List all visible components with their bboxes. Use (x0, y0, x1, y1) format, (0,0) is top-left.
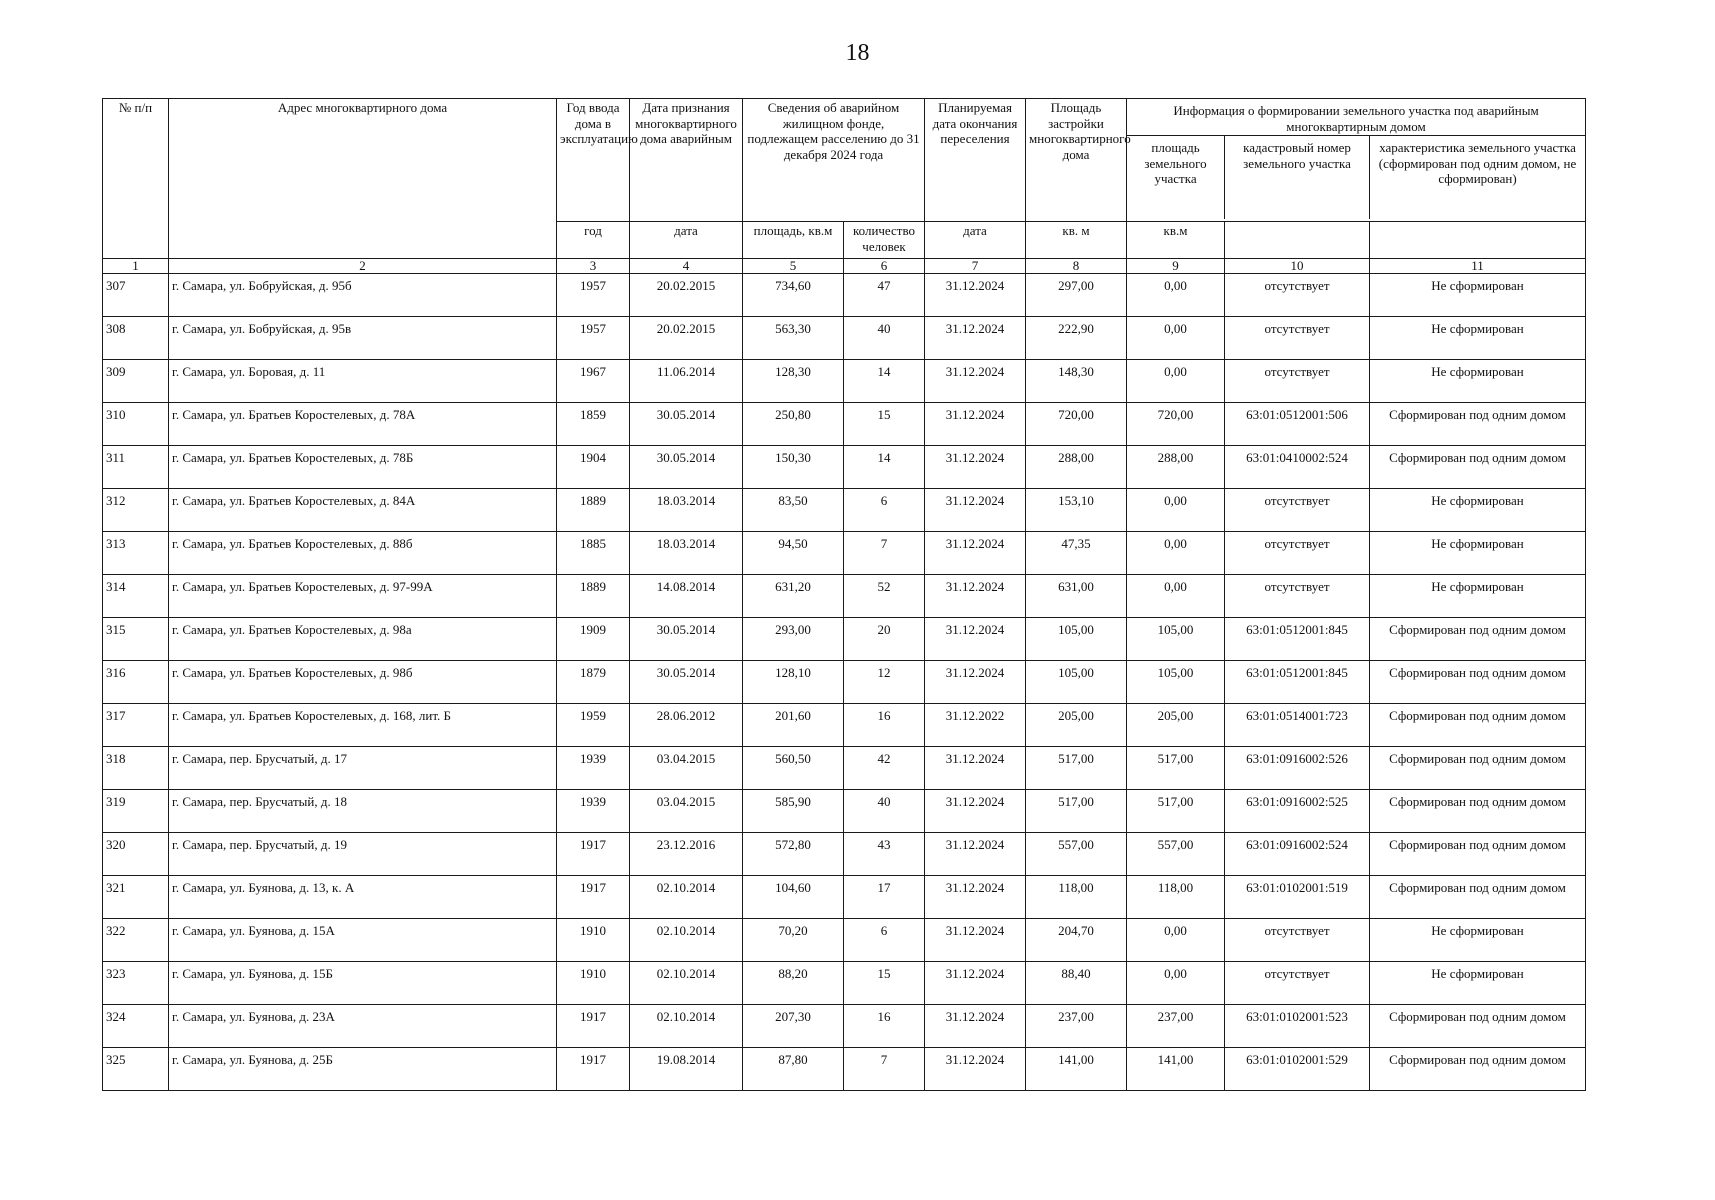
cell-recognition-date: 02.10.2014 (630, 962, 743, 1005)
cell-land-area: 0,00 (1127, 360, 1225, 403)
cell-recognition-date: 20.02.2015 (630, 317, 743, 360)
cell-building-area: 105,00 (1026, 661, 1127, 704)
cell-people: 12 (844, 661, 925, 704)
column-numbers-row (103, 259, 1586, 274)
cell-area: 207,30 (743, 1005, 844, 1048)
cell-address: г. Самара, ул. Братьев Коростелевых, д. 168, лит. Б (169, 704, 557, 747)
table-row (103, 833, 1586, 876)
cell-land-char: Сформирован под одним домом (1370, 747, 1586, 790)
column-number: 4 (630, 259, 743, 274)
cell-land-area: 105,00 (1127, 618, 1225, 661)
cell-area: 293,00 (743, 618, 844, 661)
cell-address: г. Самара, ул. Братьев Коростелевых, д. 78А (169, 403, 557, 446)
cell-year: 1917 (557, 833, 630, 876)
cell-recognition-date: 30.05.2014 (630, 403, 743, 446)
cell-year: 1939 (557, 747, 630, 790)
cell-land-char: Сформирован под одним домом (1370, 704, 1586, 747)
cell-area: 250,80 (743, 403, 844, 446)
cell-planned-date: 31.12.2024 (925, 1005, 1026, 1048)
header-planned-date: Планируемая дата окончания переселения (925, 99, 1026, 222)
cell-building-area: 237,00 (1026, 1005, 1127, 1048)
cell-area: 128,30 (743, 360, 844, 403)
cell-recognition-date: 02.10.2014 (630, 1005, 743, 1048)
column-number: 6 (844, 259, 925, 274)
cell-cadastral: 63:01:0514001:723 (1225, 704, 1370, 747)
column-number: 8 (1026, 259, 1127, 274)
cell-planned-date: 31.12.2024 (925, 618, 1026, 661)
cell-land-char: Не сформирован (1370, 360, 1586, 403)
cell-cadastral: 63:01:0410002:524 (1225, 446, 1370, 489)
cell-land-area: 720,00 (1127, 403, 1225, 446)
cell-planned-date: 31.12.2024 (925, 360, 1026, 403)
cell-land-char: Сформирован под одним домом (1370, 618, 1586, 661)
cell-land-char: Не сформирован (1370, 489, 1586, 532)
cell-area: 128,10 (743, 661, 844, 704)
cell-land-area: 205,00 (1127, 704, 1225, 747)
cell-area: 563,30 (743, 317, 844, 360)
cell-land-char: Сформирован под одним домом (1370, 661, 1586, 704)
cell-planned-date: 31.12.2024 (925, 876, 1026, 919)
cell-num: 308 (103, 317, 169, 360)
cell-people: 16 (844, 1005, 925, 1048)
cell-year: 1910 (557, 919, 630, 962)
cell-land-char: Не сформирован (1370, 962, 1586, 1005)
header-num: № п/п (103, 99, 169, 259)
cell-people: 20 (844, 618, 925, 661)
cell-year: 1885 (557, 532, 630, 575)
cell-address: г. Самара, пер. Брусчатый, д. 17 (169, 747, 557, 790)
cell-num: 322 (103, 919, 169, 962)
cell-planned-date: 31.12.2024 (925, 1048, 1026, 1091)
cell-address: г. Самара, ул. Буянова, д. 23А (169, 1005, 557, 1048)
cell-land-area: 517,00 (1127, 790, 1225, 833)
cell-building-area: 88,40 (1026, 962, 1127, 1005)
cell-address: г. Самара, ул. Бобруйская, д. 95б (169, 274, 557, 317)
cell-recognition-date: 30.05.2014 (630, 618, 743, 661)
cell-num: 319 (103, 790, 169, 833)
subheader-land-char-empty (1370, 222, 1586, 259)
cell-num: 323 (103, 962, 169, 1005)
cell-recognition-date: 19.08.2014 (630, 1048, 743, 1091)
cell-land-char: Не сформирован (1370, 317, 1586, 360)
cell-building-area: 517,00 (1026, 747, 1127, 790)
cell-cadastral: отсутствует (1225, 274, 1370, 317)
subheader-land-area: кв.м (1127, 222, 1225, 259)
cell-address: г. Самара, пер. Брусчатый, д. 19 (169, 833, 557, 876)
cell-address: г. Самара, ул. Буянова, д. 25Б (169, 1048, 557, 1091)
cell-cadastral: 63:01:0916002:526 (1225, 747, 1370, 790)
cell-land-char: Сформирован под одним домом (1370, 876, 1586, 919)
cell-building-area: 204,70 (1026, 919, 1127, 962)
cell-num: 325 (103, 1048, 169, 1091)
cell-people: 6 (844, 489, 925, 532)
cell-year: 1957 (557, 274, 630, 317)
cell-num: 310 (103, 403, 169, 446)
table-row (103, 446, 1586, 489)
cell-land-area: 0,00 (1127, 489, 1225, 532)
cell-recognition-date: 03.04.2015 (630, 790, 743, 833)
cell-land-area: 0,00 (1127, 575, 1225, 618)
header-cadastral: кадастровый номер земельного участка (1225, 136, 1370, 219)
table-row (103, 274, 1586, 317)
cell-address: г. Самара, ул. Братьев Коростелевых, д. 78Б (169, 446, 557, 489)
cell-cadastral: 63:01:0512001:845 (1225, 661, 1370, 704)
cell-land-char: Сформирован под одним домом (1370, 1005, 1586, 1048)
cell-planned-date: 31.12.2024 (925, 575, 1026, 618)
table-row (103, 919, 1586, 962)
cell-land-char: Не сформирован (1370, 919, 1586, 962)
cell-num: 324 (103, 1005, 169, 1048)
cell-cadastral: 63:01:0102001:529 (1225, 1048, 1370, 1091)
cell-land-area: 118,00 (1127, 876, 1225, 919)
cell-cadastral: отсутствует (1225, 489, 1370, 532)
subheader-cadastral-empty (1225, 222, 1370, 259)
cell-address: г. Самара, ул. Братьев Коростелевых, д. 98а (169, 618, 557, 661)
header-land-group (1127, 99, 1586, 222)
subheader-year: год (557, 222, 630, 259)
cell-num: 318 (103, 747, 169, 790)
cell-cadastral: отсутствует (1225, 962, 1370, 1005)
cell-land-char: Не сформирован (1370, 575, 1586, 618)
table-row (103, 704, 1586, 747)
cell-people: 15 (844, 403, 925, 446)
cell-land-area: 288,00 (1127, 446, 1225, 489)
cell-land-char: Не сформирован (1370, 532, 1586, 575)
cell-planned-date: 31.12.2024 (925, 833, 1026, 876)
cell-building-area: 517,00 (1026, 790, 1127, 833)
cell-year: 1879 (557, 661, 630, 704)
table-body (103, 274, 1586, 1091)
cell-year: 1859 (557, 403, 630, 446)
cell-area: 83,50 (743, 489, 844, 532)
cell-area: 734,60 (743, 274, 844, 317)
cell-address: г. Самара, ул. Буянова, д. 15Б (169, 962, 557, 1005)
cell-num: 314 (103, 575, 169, 618)
cell-planned-date: 31.12.2024 (925, 919, 1026, 962)
cell-year: 1904 (557, 446, 630, 489)
cell-land-area: 517,00 (1127, 747, 1225, 790)
cell-num: 307 (103, 274, 169, 317)
cell-land-area: 0,00 (1127, 962, 1225, 1005)
cell-building-area: 47,35 (1026, 532, 1127, 575)
cell-cadastral: отсутствует (1225, 532, 1370, 575)
column-number: 9 (1127, 259, 1225, 274)
cell-address: г. Самара, ул. Братьев Коростелевых, д. 97-99А (169, 575, 557, 618)
cell-cadastral: 63:01:0916002:525 (1225, 790, 1370, 833)
cell-building-area: 148,30 (1026, 360, 1127, 403)
cell-people: 47 (844, 274, 925, 317)
cell-num: 317 (103, 704, 169, 747)
subheader-area: площадь, кв.м (743, 222, 844, 259)
cell-area: 585,90 (743, 790, 844, 833)
cell-area: 150,30 (743, 446, 844, 489)
cell-building-area: 153,10 (1026, 489, 1127, 532)
cell-people: 7 (844, 1048, 925, 1091)
cell-year: 1917 (557, 1005, 630, 1048)
cell-recognition-date: 28.06.2012 (630, 704, 743, 747)
cell-address: г. Самара, ул. Братьев Коростелевых, д. 84А (169, 489, 557, 532)
header-recognition-date: Дата признания многоквартирного дома аварийным (630, 99, 743, 222)
cell-building-area: 205,00 (1026, 704, 1127, 747)
cell-recognition-date: 20.02.2015 (630, 274, 743, 317)
cell-planned-date: 31.12.2024 (925, 790, 1026, 833)
cell-num: 315 (103, 618, 169, 661)
cell-planned-date: 31.12.2024 (925, 403, 1026, 446)
cell-address: г. Самара, ул. Братьев Коростелевых, д. 98б (169, 661, 557, 704)
cell-num: 309 (103, 360, 169, 403)
cell-people: 40 (844, 790, 925, 833)
cell-land-area: 105,00 (1127, 661, 1225, 704)
cell-cadastral: отсутствует (1225, 360, 1370, 403)
cell-planned-date: 31.12.2024 (925, 274, 1026, 317)
cell-land-char: Сформирован под одним домом (1370, 1048, 1586, 1091)
column-number: 11 (1370, 259, 1586, 274)
header-land-info: Информация о формировании земельного участка под аварийным многоквартирным домом (1127, 99, 1585, 136)
table-row (103, 790, 1586, 833)
cell-area: 560,50 (743, 747, 844, 790)
cell-num: 311 (103, 446, 169, 489)
cell-people: 52 (844, 575, 925, 618)
cell-year: 1939 (557, 790, 630, 833)
cell-land-char: Сформирован под одним домом (1370, 403, 1586, 446)
cell-land-area: 0,00 (1127, 317, 1225, 360)
cell-building-area: 288,00 (1026, 446, 1127, 489)
cell-people: 6 (844, 919, 925, 962)
cell-area: 94,50 (743, 532, 844, 575)
cell-people: 7 (844, 532, 925, 575)
cell-recognition-date: 18.03.2014 (630, 532, 743, 575)
cell-cadastral: отсутствует (1225, 317, 1370, 360)
header-emergency-info: Сведения об аварийном жилищном фонде, подлежащем расселению до 31 декабря 2024 года (743, 99, 925, 222)
cell-people: 17 (844, 876, 925, 919)
table-row (103, 661, 1586, 704)
cell-people: 16 (844, 704, 925, 747)
cell-area: 70,20 (743, 919, 844, 962)
cell-year: 1917 (557, 1048, 630, 1091)
cell-recognition-date: 02.10.2014 (630, 919, 743, 962)
header-land-area: площадь земельного участка (1127, 136, 1225, 219)
cell-year: 1957 (557, 317, 630, 360)
cell-area: 87,80 (743, 1048, 844, 1091)
cell-land-area: 237,00 (1127, 1005, 1225, 1048)
cell-people: 42 (844, 747, 925, 790)
cell-planned-date: 31.12.2024 (925, 962, 1026, 1005)
cell-cadastral: 63:01:0916002:524 (1225, 833, 1370, 876)
cell-recognition-date: 11.06.2014 (630, 360, 743, 403)
column-number: 3 (557, 259, 630, 274)
table-row (103, 575, 1586, 618)
cell-planned-date: 31.12.2022 (925, 704, 1026, 747)
cell-land-area: 0,00 (1127, 274, 1225, 317)
cell-year: 1909 (557, 618, 630, 661)
cell-num: 316 (103, 661, 169, 704)
cell-land-area: 0,00 (1127, 532, 1225, 575)
cell-recognition-date: 23.12.2016 (630, 833, 743, 876)
table-row (103, 403, 1586, 446)
cell-recognition-date: 18.03.2014 (630, 489, 743, 532)
cell-planned-date: 31.12.2024 (925, 747, 1026, 790)
cell-address: г. Самара, ул. Буянова, д. 15А (169, 919, 557, 962)
table-row (103, 876, 1586, 919)
table-row (103, 489, 1586, 532)
cell-people: 15 (844, 962, 925, 1005)
cell-cadastral: 63:01:0102001:523 (1225, 1005, 1370, 1048)
cell-planned-date: 31.12.2024 (925, 532, 1026, 575)
cell-building-area: 631,00 (1026, 575, 1127, 618)
cell-year: 1910 (557, 962, 630, 1005)
cell-recognition-date: 14.08.2014 (630, 575, 743, 618)
subheader-planned-date: дата (925, 222, 1026, 259)
cell-year: 1917 (557, 876, 630, 919)
column-number: 2 (169, 259, 557, 274)
table-row (103, 1048, 1586, 1091)
cell-building-area: 557,00 (1026, 833, 1127, 876)
cell-area: 104,60 (743, 876, 844, 919)
cell-land-area: 0,00 (1127, 919, 1225, 962)
header-land-char: характеристика земельного участка (сформирован под одним домом, не сформирован) (1378, 140, 1577, 187)
cell-area: 88,20 (743, 962, 844, 1005)
cell-cadastral: отсутствует (1225, 575, 1370, 618)
table-row (103, 747, 1586, 790)
cell-people: 14 (844, 360, 925, 403)
header-building-area: Площадь застройки многоквартирного дома (1026, 99, 1127, 222)
column-number: 1 (103, 259, 169, 274)
cell-building-area: 105,00 (1026, 618, 1127, 661)
header-address: Адрес многоквартирного дома (169, 99, 557, 259)
cell-num: 321 (103, 876, 169, 919)
cell-area: 201,60 (743, 704, 844, 747)
subheader-date: дата (630, 222, 743, 259)
cell-building-area: 222,90 (1026, 317, 1127, 360)
table-row (103, 962, 1586, 1005)
cell-address: г. Самара, ул. Боровая, д. 11 (169, 360, 557, 403)
cell-recognition-date: 03.04.2015 (630, 747, 743, 790)
cell-address: г. Самара, пер. Брусчатый, д. 18 (169, 790, 557, 833)
subheader-people: количество человек (844, 222, 925, 259)
cell-land-area: 557,00 (1127, 833, 1225, 876)
subheader-building-area: кв. м (1026, 222, 1127, 259)
cell-people: 14 (844, 446, 925, 489)
cell-address: г. Самара, ул. Буянова, д. 13, к. А (169, 876, 557, 919)
header-year: Год ввода дома в эксплуатацию (557, 99, 630, 222)
cell-area: 631,20 (743, 575, 844, 618)
column-number: 7 (925, 259, 1026, 274)
cell-building-area: 141,00 (1026, 1048, 1127, 1091)
column-number: 5 (743, 259, 844, 274)
cell-recognition-date: 30.05.2014 (630, 446, 743, 489)
cell-building-area: 297,00 (1026, 274, 1127, 317)
table-row (103, 618, 1586, 661)
cell-address: г. Самара, ул. Бобруйская, д. 95в (169, 317, 557, 360)
cell-num: 313 (103, 532, 169, 575)
cell-building-area: 720,00 (1026, 403, 1127, 446)
cell-planned-date: 31.12.2024 (925, 489, 1026, 532)
cell-planned-date: 31.12.2024 (925, 661, 1026, 704)
cell-cadastral: отсутствует (1225, 919, 1370, 962)
cell-planned-date: 31.12.2024 (925, 446, 1026, 489)
cell-address: г. Самара, ул. Братьев Коростелевых, д. 88б (169, 532, 557, 575)
cell-area: 572,80 (743, 833, 844, 876)
cell-people: 40 (844, 317, 925, 360)
cell-land-area: 141,00 (1127, 1048, 1225, 1091)
cell-num: 320 (103, 833, 169, 876)
cell-recognition-date: 02.10.2014 (630, 876, 743, 919)
table-row (103, 317, 1586, 360)
cell-land-char: Сформирован под одним домом (1370, 446, 1586, 489)
cell-year: 1967 (557, 360, 630, 403)
cell-land-char: Не сформирован (1370, 274, 1586, 317)
cell-land-char: Сформирован под одним домом (1370, 833, 1586, 876)
table-row (103, 1005, 1586, 1048)
cell-land-char: Сформирован под одним домом (1370, 790, 1586, 833)
cell-planned-date: 31.12.2024 (925, 317, 1026, 360)
cell-year: 1889 (557, 575, 630, 618)
cell-year: 1889 (557, 489, 630, 532)
cell-cadastral: 63:01:0512001:506 (1225, 403, 1370, 446)
table-row (103, 360, 1586, 403)
cell-cadastral: 63:01:0102001:519 (1225, 876, 1370, 919)
column-number: 10 (1225, 259, 1370, 274)
table-row (103, 532, 1586, 575)
page-number: 18 (845, 40, 870, 66)
cell-building-area: 118,00 (1026, 876, 1127, 919)
cell-year: 1959 (557, 704, 630, 747)
cell-num: 312 (103, 489, 169, 532)
cell-cadastral: 63:01:0512001:845 (1225, 618, 1370, 661)
cell-recognition-date: 30.05.2014 (630, 661, 743, 704)
cell-people: 43 (844, 833, 925, 876)
emergency-housing-table (102, 98, 1586, 1091)
